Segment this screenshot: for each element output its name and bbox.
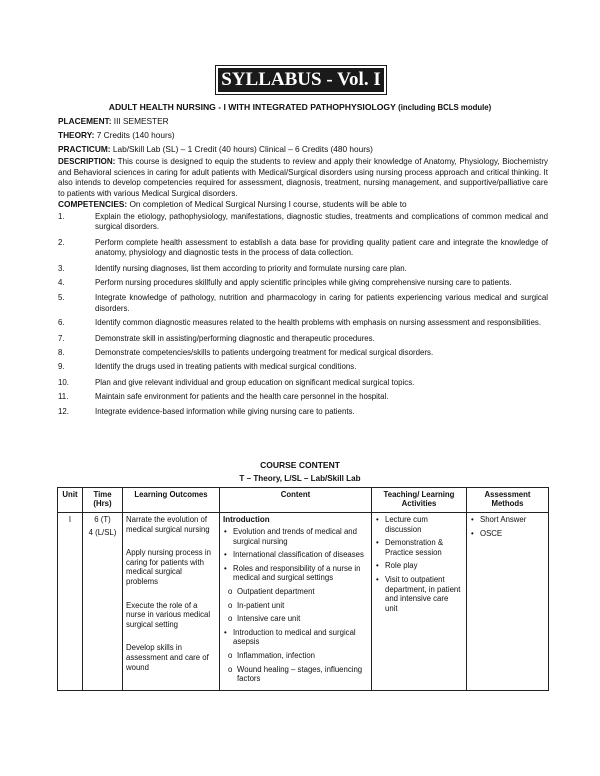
activity-item: • Visit to outpatient department, in patient and intensive care unit bbox=[375, 575, 463, 613]
learning-outcome: Execute the role of a nurse in various medical surgical setting bbox=[126, 600, 211, 629]
course-title-note: (including BCLS module) bbox=[398, 103, 492, 112]
col-header-assessment: Assessment Methods bbox=[467, 488, 549, 513]
competency-text: Identify the drugs used in treating patients with medical surgical conditions. bbox=[95, 362, 357, 372]
competency-item bbox=[58, 407, 548, 417]
competency-number: 11. bbox=[58, 392, 69, 402]
competency-text: Demonstrate competencies/skills to patients undergoing treatment for medical surgical disorders. bbox=[95, 348, 434, 358]
competency-number: 9. bbox=[58, 362, 65, 372]
competencies-line bbox=[58, 199, 548, 210]
content-subitem: o In-patient unit bbox=[223, 601, 368, 611]
course-content-subheading: T – Theory, L/SL – Lab/Skill Lab bbox=[239, 474, 361, 483]
competency-number: 5. bbox=[58, 293, 65, 303]
col-header-unit: Unit bbox=[58, 488, 83, 513]
competency-item bbox=[58, 278, 548, 288]
content-subitem: o Wound healing – stages, influencing factors bbox=[223, 665, 368, 684]
competency-number: 6. bbox=[58, 318, 65, 328]
description-label: DESCRIPTION: bbox=[58, 157, 116, 166]
competency-number: 4. bbox=[58, 278, 65, 288]
competency-item bbox=[58, 334, 548, 344]
competencies-intro: On completion of Medical Surgical Nursing I course, students will be able to bbox=[129, 199, 407, 209]
competency-item bbox=[58, 318, 548, 328]
time-theory: 6 (T) bbox=[94, 515, 111, 524]
competency-text: Identify nursing diagnoses, list them according to priority and formulate nursing care plan. bbox=[95, 263, 407, 273]
competency-item bbox=[58, 293, 548, 314]
table-row bbox=[58, 513, 549, 691]
content-subitem: o Outpatient department bbox=[223, 587, 368, 597]
theory-value: 7 Credits (140 hours) bbox=[96, 130, 175, 140]
competency-number: 3. bbox=[58, 263, 65, 273]
competency-text: Explain the etiology, pathophysiology, manifestations, diagnostic studies, treatments and complications of common medical and surgical disorders. bbox=[95, 212, 548, 232]
description-paragraph bbox=[58, 157, 548, 199]
content-item: • Roles and responsibility of a nurse in medical and surgical settings bbox=[223, 564, 368, 583]
competency-text: Integrate evidence-based information while giving nursing care to patients. bbox=[95, 406, 355, 416]
competency-number: 12. bbox=[58, 406, 69, 416]
unit-cell: I bbox=[58, 513, 83, 691]
practicum-line bbox=[58, 144, 548, 155]
competency-text: Maintain safe environment for patients and the health care personnel in the hospital. bbox=[95, 392, 389, 402]
outcomes-cell bbox=[123, 513, 220, 691]
competency-item bbox=[58, 378, 548, 388]
practicum-value: Lab/Skill Lab (SL) – 1 Credit (40 hours) Clinical – 6 Credits (480 hours) bbox=[112, 144, 373, 154]
activity-item: • Demonstration & Practice session bbox=[375, 538, 463, 557]
competency-text: Plan and give relevant individual and group education on significant medical surgical topics. bbox=[95, 377, 415, 387]
competencies-list bbox=[58, 212, 548, 417]
competency-text: Identify common diagnostic measures related to the health problems with emphasis on nursing assessment and responsibilities. bbox=[95, 318, 542, 328]
content-item: • Evolution and trends of medical and surgical nursing bbox=[223, 527, 368, 546]
course-title-main: ADULT HEALTH NURSING - I WITH INTEGRATED PATHOPHYSIOLOGY bbox=[108, 102, 396, 112]
competency-item bbox=[58, 362, 548, 372]
activities-cell bbox=[372, 513, 467, 691]
content-subitem: o Intensive care unit bbox=[223, 614, 368, 624]
assessment-item: • Short Answer bbox=[470, 515, 545, 525]
competency-number: 7. bbox=[58, 333, 65, 343]
course-content-heading: COURSE CONTENT bbox=[260, 460, 340, 470]
description-text: This course is designed to equip the students to review and apply their knowledge of Anatomy, Physiology, Biochemistry and Behavioral sciences in caring for adult patients with Medical/Surgical disorders using nursing process approach and critical thinking. It also intends to develop competencies required for assessment, diagnosis, treatment, nursing management, and supportive/palliative care to patients with various Medical Surgical disorders. bbox=[58, 157, 548, 198]
competency-text: Integrate knowledge of pathology, nutrition and pharmacology in caring for patients experiencing various medical and surgical disorders. bbox=[95, 293, 548, 313]
learning-outcome: Narrate the evolution of medical surgical nursing bbox=[126, 515, 210, 534]
content-heading: Introduction bbox=[223, 515, 270, 524]
competency-number: 10. bbox=[58, 377, 69, 387]
placement-value: III SEMESTER bbox=[113, 116, 169, 126]
col-header-content: Content bbox=[220, 488, 372, 513]
competency-item bbox=[58, 392, 548, 402]
competency-item bbox=[58, 264, 548, 274]
table-header-row bbox=[58, 488, 549, 513]
competency-item bbox=[58, 212, 548, 233]
content-item: • International classification of diseases bbox=[223, 550, 368, 560]
course-title bbox=[0, 102, 600, 112]
theory-label: THEORY: bbox=[58, 130, 95, 140]
assessment-cell bbox=[467, 513, 549, 691]
col-header-outcomes: Learning Outcomes bbox=[123, 488, 220, 513]
competency-text: Perform complete health assessment to establish a data base for providing quality patient care and integrate the knowledge of anatomy, physiology and diagnostic tests in the process of data collection. bbox=[95, 237, 548, 258]
competency-number: 8. bbox=[58, 348, 65, 358]
competency-item bbox=[58, 348, 548, 358]
content-item: • Introduction to medical and surgical asepsis bbox=[223, 628, 368, 647]
competency-text: Perform nursing procedures skillfully and apply scientific principles while giving comprehensive nursing care to patients. bbox=[95, 278, 512, 288]
competency-number: 1. bbox=[58, 212, 65, 221]
learning-outcome: Develop skills in assessment and care of wound bbox=[126, 643, 209, 672]
placement-line bbox=[58, 116, 548, 127]
theory-line bbox=[58, 130, 548, 141]
col-header-activities: Teaching/ Learning Activities bbox=[372, 488, 467, 513]
competencies-label: COMPETENCIES: bbox=[58, 199, 128, 209]
assessment-item: • OSCE bbox=[470, 529, 545, 539]
activity-item: • Role play bbox=[375, 561, 463, 571]
col-header-time: Time (Hrs) bbox=[83, 488, 123, 513]
course-content-table bbox=[57, 487, 549, 691]
content-subitem: o Inflammation, infection bbox=[223, 651, 368, 661]
competency-text: Demonstrate skill in assisting/performing diagnostic and therapeutic procedures. bbox=[95, 333, 375, 343]
practicum-label: PRACTICUM: bbox=[58, 144, 111, 154]
time-cell bbox=[83, 513, 123, 691]
placement-label: PLACEMENT: bbox=[58, 116, 112, 126]
competency-item bbox=[58, 238, 548, 259]
content-cell bbox=[220, 513, 372, 691]
learning-outcome: Apply nursing process in caring for patients with medical surgical problems bbox=[126, 548, 211, 586]
syllabus-banner: SYLLABUS - Vol. I bbox=[218, 68, 384, 92]
time-lab: 4 (L/SL) bbox=[88, 528, 117, 537]
activity-item: • Lecture cum discussion bbox=[375, 515, 463, 534]
competency-number: 2. bbox=[58, 237, 65, 247]
